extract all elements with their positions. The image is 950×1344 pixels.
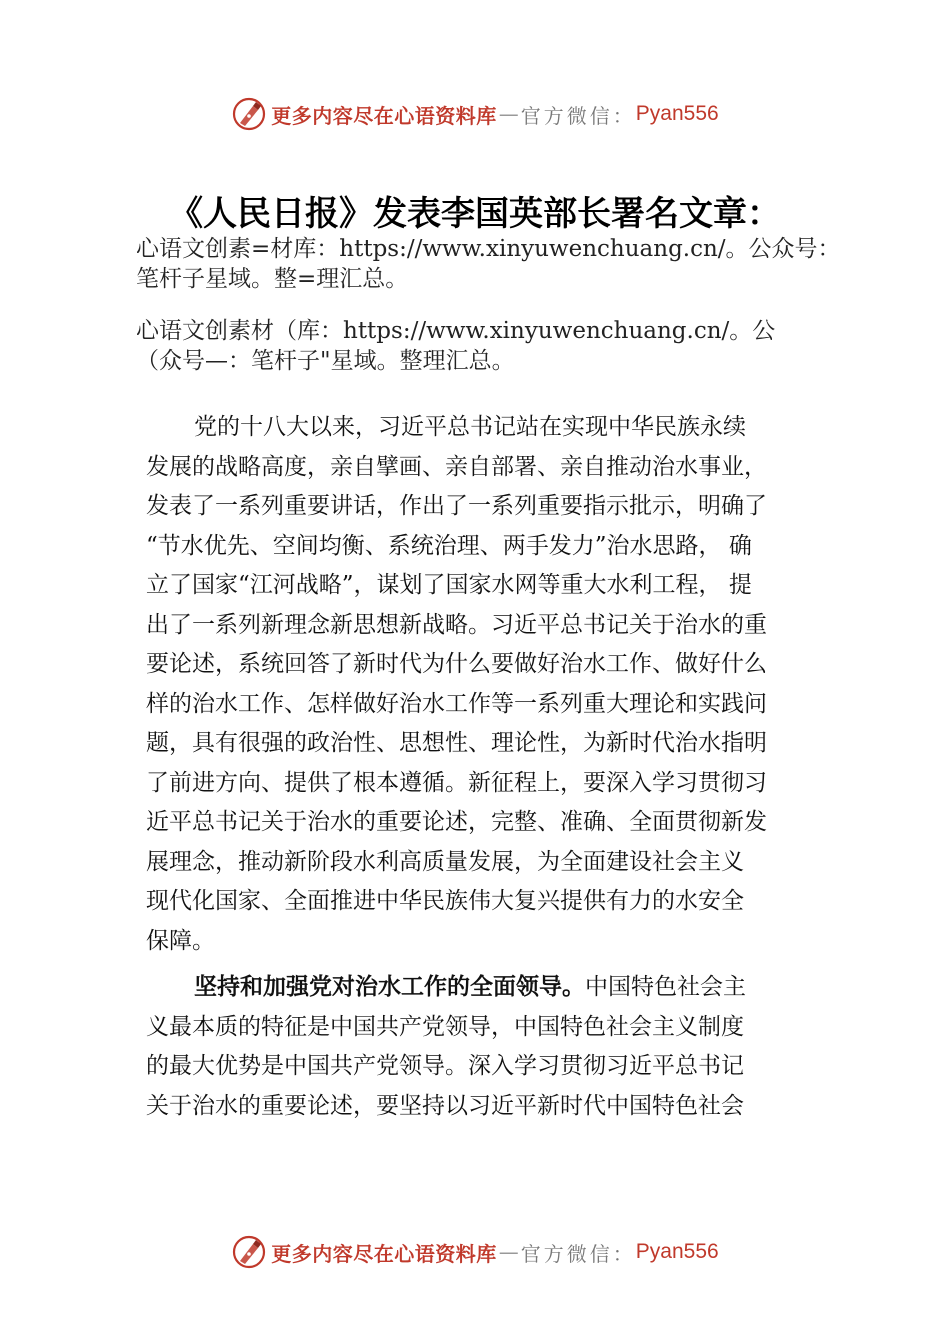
paragraph-line-rest: 中国特色社会主 (585, 974, 746, 1000)
paragraph-line: 现代化国家、全面推进中华民族伟大复兴提供有力的水安全 (146, 888, 744, 914)
paragraph-line: 的最大优势是中国共产党领导。深入学习贯彻习近平总书记 (146, 1053, 744, 1079)
paragraph-line: 了前进方向、提供了根本遵循。新征程上，要深入学习贯彻习 (146, 769, 767, 796)
watermark-label: 官方微信： (520, 103, 636, 128)
paragraph-line (146, 968, 826, 1008)
watermark-banner-bottom (0, 1230, 950, 1274)
paragraph-line: 关于治水的重要论述，要坚持以习近平新时代中国特色社会 (146, 1092, 744, 1119)
article-title: 《人民日报》发表李国英部长署名文章： (169, 194, 781, 234)
source-note-2 (136, 316, 936, 376)
source-note-line: 心语文创素=材库：https://www.xinyuwenchuang.cn/。公众号： (136, 236, 841, 262)
watermark-dash: — (498, 1240, 519, 1264)
source-note-line: （众号—：笔杆子"星域。整理汇总。 (136, 348, 515, 374)
watermark-banner-top (0, 92, 950, 136)
paragraph-line: 党的十八大以来，习近平总书记站在实现中华民族永续 (194, 414, 746, 440)
pen-nib-logo-icon (231, 1234, 267, 1270)
paragraph-line: 发表了一系列重要讲话，作出了一系列重要指示批示，明确了 (146, 493, 767, 519)
paragraph-line: 保障。 (146, 927, 215, 954)
watermark-text: 更多内容尽在心语资料库 (271, 103, 497, 128)
paragraph-line: “节水优先、空间均衡、系统治理、两手发力”治水思路， 确 (146, 532, 752, 559)
source-note-line: 心语文创素材（库：https://www.xinyuwenchuang.cn/。公 (136, 318, 776, 344)
source-note-line: 笔杆子星域。整=理汇总。 (136, 266, 409, 292)
paragraph-lead-heading: 坚持和加强党对治水工作的全面领导。 (194, 974, 585, 1000)
watermark-wechat-id: Pyan556 (635, 1240, 719, 1263)
paragraph-line: 义最本质的特征是中国共产党领导，中国特色社会主义制度 (146, 1013, 744, 1040)
paragraph-2 (146, 968, 826, 1126)
watermark-wechat-id: Pyan556 (635, 102, 719, 125)
paragraph-line: 发展的战略高度，亲自擘画、亲自部署、亲自推动治水事业， (146, 453, 767, 480)
watermark-text: 更多内容尽在心语资料库 (271, 1241, 497, 1266)
source-note-1 (136, 234, 936, 294)
paragraph-line: 样的治水工作、怎样做好治水工作等一系列重大理论和实践问 (146, 690, 767, 717)
paragraph-line: 要论述，系统回答了新时代为什么要做好治水工作、做好什么 (146, 651, 767, 677)
paragraph-line: 题，具有很强的政治性、思想性、理论性，为新时代治水指明 (146, 730, 767, 756)
paragraph-line: 出了一系列新理念新思想新战略。习近平总书记关于治水的重 (146, 611, 767, 638)
watermark-label: 官方微信： (520, 1241, 636, 1266)
paragraph-line: 立了国家“江河战略”，谋划了国家水网等重大水利工程， 提 (146, 572, 752, 598)
pen-nib-logo-icon (231, 96, 267, 132)
paragraph-line: 展理念，推动新阶段水利高质量发展，为全面建设社会主义 (146, 848, 744, 875)
paragraph-line: 近平总书记关于治水的重要论述，完整、准确、全面贯彻新发 (146, 809, 767, 835)
paragraph-1 (146, 408, 826, 961)
watermark-dash: — (498, 102, 519, 126)
